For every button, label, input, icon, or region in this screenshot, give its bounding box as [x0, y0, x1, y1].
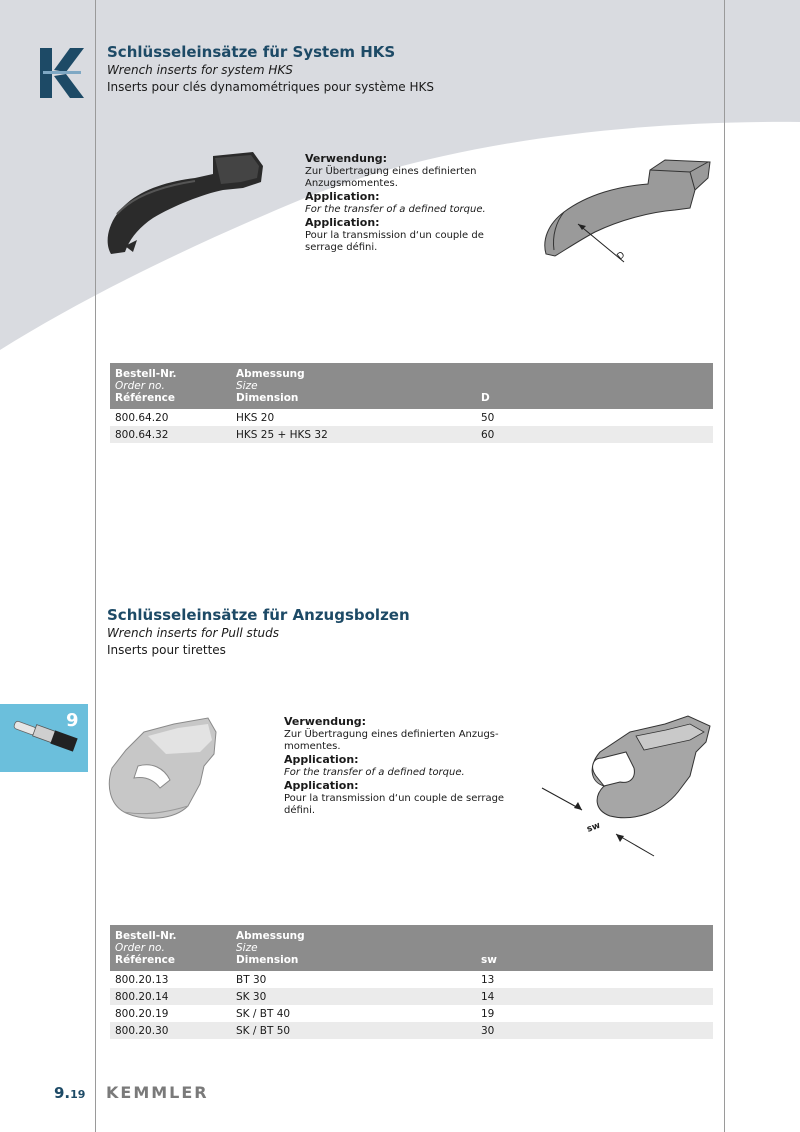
- brand-name: KEMMLER: [106, 1083, 209, 1102]
- right-rule: [724, 0, 725, 1132]
- left-rule: [95, 0, 96, 1132]
- usage-label-de: Verwendung:: [284, 715, 367, 728]
- usage-text-fr-line2: serrage défini.: [305, 242, 378, 253]
- table-pull-studs-header: [110, 925, 713, 971]
- diagram-label-sw: sw: [585, 820, 602, 835]
- cell-dimension: SK 30: [236, 991, 267, 1003]
- table-pull-studs: [110, 925, 713, 1039]
- pull-stud-wrench-insert-photo: [104, 710, 244, 825]
- cell-dimension: HKS 20: [236, 412, 275, 424]
- usage-label-en: Application:: [305, 190, 380, 203]
- th-size-de: Abmessung: [236, 930, 305, 942]
- table-hks: [110, 363, 713, 443]
- table-row: [110, 971, 713, 988]
- section1-title-de: Schlüsseleinsätze für System HKS: [107, 43, 396, 61]
- th-order-fr: Référence: [115, 954, 176, 966]
- section2-title-fr: Inserts pour tirettes: [107, 643, 226, 657]
- cell-order-no: 800.64.32: [115, 429, 169, 441]
- diagram-label-d: D: [615, 250, 628, 263]
- usage-text-de-line2: momentes.: [284, 741, 341, 752]
- cell-order-no: 800.20.13: [115, 974, 169, 986]
- usage-label-fr: Application:: [305, 216, 380, 229]
- usage-label-fr: Application:: [284, 779, 359, 792]
- th-sw: sw: [481, 954, 497, 966]
- usage-text-en: For the transfer of a defined torque.: [305, 204, 486, 215]
- hks-wrench-insert-photo: [103, 148, 273, 260]
- cell-sw: 14: [481, 991, 495, 1003]
- page-number-main: 9.: [54, 1084, 71, 1102]
- kemmler-k-logo: [40, 48, 84, 98]
- usage-text-en: For the transfer of a defined torque.: [284, 767, 465, 778]
- cell-d: 50: [481, 412, 495, 424]
- th-size-de: Abmessung: [236, 368, 305, 380]
- cell-dimension: BT 30: [236, 974, 267, 986]
- cell-d: 60: [481, 429, 495, 441]
- th-d: D: [481, 392, 490, 404]
- th-size-fr: Dimension: [236, 392, 299, 404]
- cell-order-no: 800.20.14: [115, 991, 169, 1003]
- section1-title-fr: Inserts pour clés dynamométriques pour système HKS: [107, 80, 435, 94]
- table-row: [110, 988, 713, 1005]
- section2-title-en: Wrench inserts for Pull studs: [107, 626, 279, 640]
- table-row: [110, 409, 713, 426]
- table-row: [110, 1005, 713, 1022]
- usage-label-en: Application:: [284, 753, 359, 766]
- th-order-en: Order no.: [115, 942, 165, 954]
- table-row: [110, 426, 713, 443]
- pull-stud-technical-drawing: [540, 712, 715, 862]
- section1-title-en: Wrench inserts for system HKS: [107, 63, 293, 77]
- hks-technical-drawing: [540, 150, 720, 270]
- cell-sw: 19: [481, 1008, 495, 1020]
- table-row: [110, 1022, 713, 1039]
- th-size-en: Size: [236, 942, 258, 954]
- section1-description: [305, 152, 486, 254]
- usage-text-fr-line1: Pour la transmission d‘un couple de: [305, 230, 484, 241]
- cell-order-no: 800.20.30: [115, 1025, 169, 1037]
- cell-sw: 30: [481, 1025, 495, 1037]
- page-number-sub: 19: [70, 1088, 86, 1101]
- usage-text-fr-line1: Pour la transmission d‘un couple de serrage: [284, 793, 505, 804]
- th-size-fr: Dimension: [236, 954, 299, 966]
- chapter-number: 9: [66, 710, 79, 731]
- th-order-fr: Référence: [115, 392, 176, 404]
- cell-sw: 13: [481, 974, 495, 986]
- th-order-de: Bestell-Nr.: [115, 368, 177, 380]
- th-order-de: Bestell-Nr.: [115, 930, 177, 942]
- cell-order-no: 800.20.19: [115, 1008, 169, 1020]
- cell-dimension: HKS 25 + HKS 32: [236, 429, 328, 441]
- section2-title-de: Schlüsseleinsätze für Anzugsbolzen: [107, 606, 410, 624]
- cell-dimension: SK / BT 40: [236, 1008, 291, 1020]
- section2-description: [284, 715, 504, 817]
- usage-text-de-line1: Zur Übertragung eines definierten Anzugs-: [284, 729, 499, 740]
- page-number: [54, 1084, 85, 1102]
- usage-text-fr-line2: défini.: [284, 805, 316, 816]
- th-order-en: Order no.: [115, 380, 165, 392]
- cell-dimension: SK / BT 50: [236, 1025, 291, 1037]
- table-hks-header: [110, 363, 713, 409]
- cell-order-no: 800.64.20: [115, 412, 169, 424]
- usage-text-de-line1: Zur Übertragung eines definierten: [305, 166, 477, 177]
- th-size-en: Size: [236, 380, 258, 392]
- usage-label-de: Verwendung:: [305, 152, 388, 165]
- usage-text-de-line2: Anzugsmomentes.: [305, 178, 398, 189]
